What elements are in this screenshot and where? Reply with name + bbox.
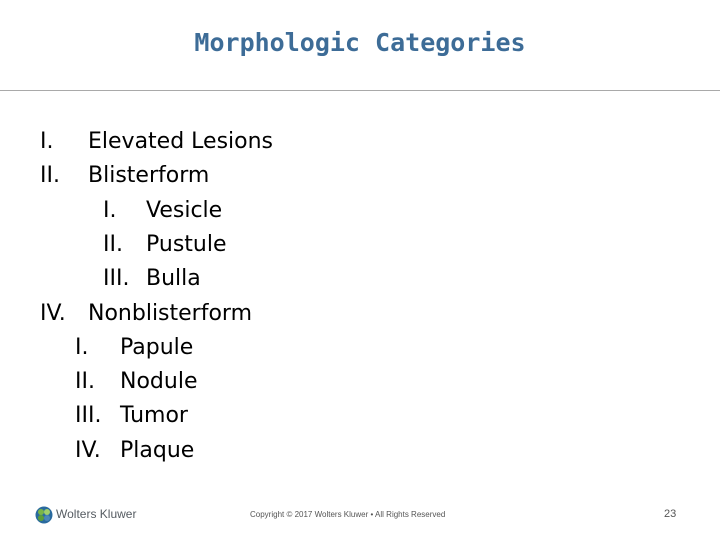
outline-numeral: III. [103, 266, 130, 292]
outline-subitem-tumor [0, 399, 720, 433]
copyright-text: Copyright © 2017 Wolters Kluwer • All Rights Reserved [250, 510, 446, 519]
outline-numeral: I. [75, 334, 89, 360]
outline-text: Tumor [120, 403, 188, 429]
outline-item-nonblisterform [0, 297, 720, 331]
outline-numeral: II. [103, 231, 123, 257]
slide-title: Morphologic Categories [194, 28, 526, 57]
outline-item-blisterform [0, 159, 720, 193]
outline-text: Blisterform [88, 163, 210, 189]
outline-text: Nodule [120, 369, 198, 395]
outline-text: Pustule [146, 231, 227, 257]
outline-text: Vesicle [146, 197, 223, 223]
outline-numeral: I. [40, 129, 54, 154]
outline-list [0, 125, 720, 465]
logo-text: Wolters Kluwer [56, 507, 137, 521]
outline-numeral: IV. [40, 300, 66, 326]
outline-numeral: I. [103, 197, 117, 223]
outline-text: Nonblisterform [88, 300, 253, 326]
outline-subitem-bulla [0, 262, 720, 296]
outline-subitem-pustule [0, 228, 720, 262]
wolters-kluwer-logo-icon [35, 506, 53, 524]
outline-text: Elevated Lesions [88, 129, 274, 154]
outline-subitem-nodule [0, 365, 720, 399]
wolters-kluwer-logo [35, 506, 155, 524]
outline-numeral: II. [40, 163, 60, 189]
outline-numeral: IV. [75, 437, 101, 463]
outline-numeral: III. [75, 403, 102, 429]
outline-subitem-plaque [0, 434, 720, 468]
outline-numeral: II. [75, 369, 95, 395]
page-number: 23 [664, 508, 677, 520]
outline-text: Papule [120, 334, 194, 360]
title-divider [0, 90, 720, 91]
outline-text: Bulla [146, 266, 201, 292]
outline-subitem-vesicle [0, 194, 720, 228]
outline-text: Plaque [120, 437, 195, 463]
outline-subitem-papule [0, 331, 720, 365]
outline-item-elevated-lesions [0, 125, 720, 159]
